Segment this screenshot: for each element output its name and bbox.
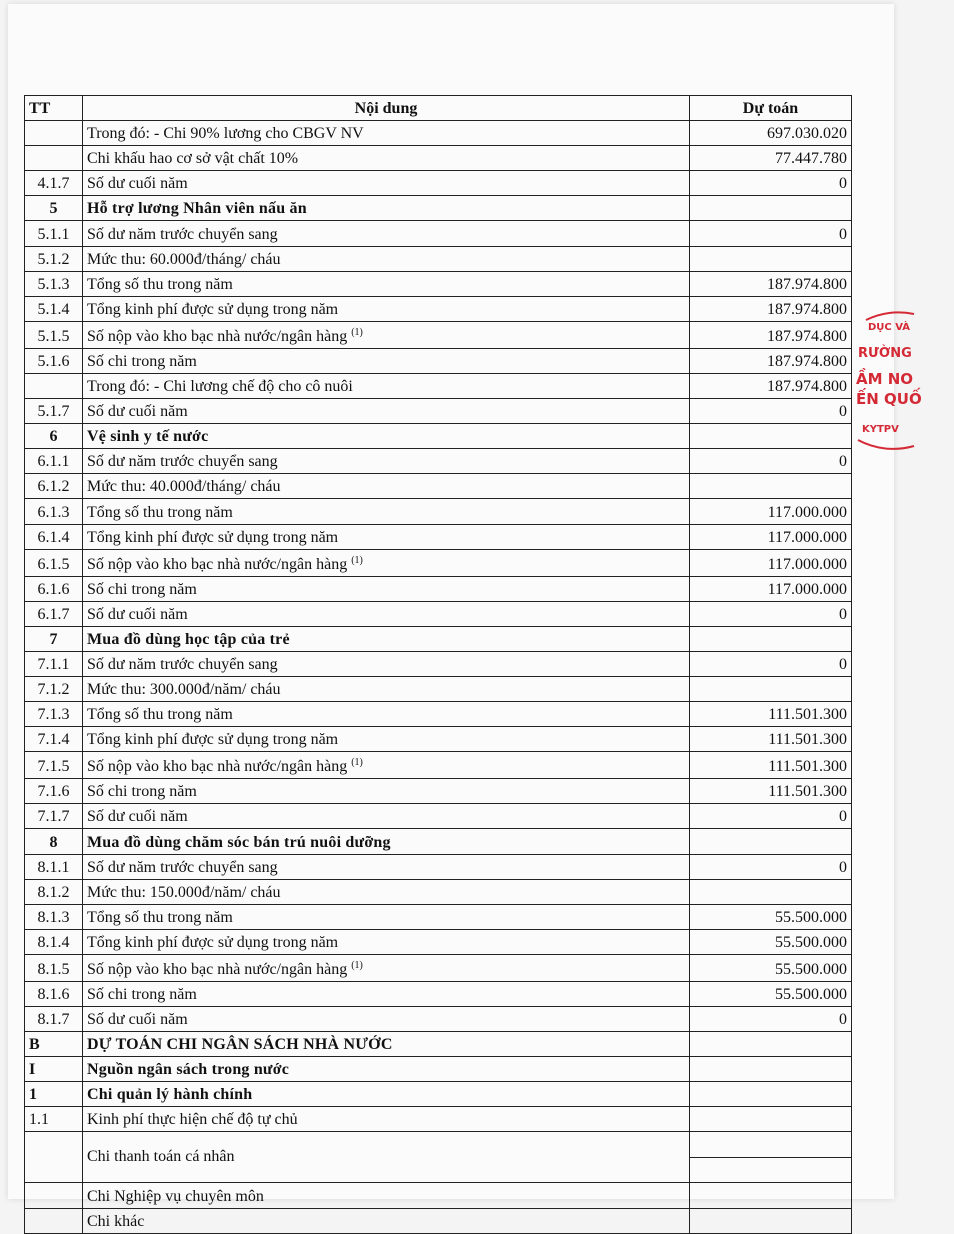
row-content-cell <box>83 221 690 246</box>
table-row <box>25 121 852 146</box>
row-value-cell: 0 <box>690 1007 852 1032</box>
row-tt-cell: 5.1.1 <box>25 221 83 246</box>
row-value-cell <box>690 1107 852 1132</box>
row-content-text: Tổng kinh phí được sử dụng trong năm <box>87 731 339 749</box>
row-tt-cell: 5.1.3 <box>25 271 83 296</box>
row-value-cell <box>690 829 852 854</box>
stamp-line-4: ẾN QUỐ <box>856 390 922 408</box>
row-content-text: Mua đồ dùng học tập của trẻ <box>87 630 290 648</box>
row-content-text: Tổng kinh phí được sử dụng trong năm <box>87 300 339 318</box>
table-row <box>25 271 852 296</box>
row-content-cell <box>83 651 690 676</box>
row-content-text: Vệ sinh y tế nước <box>87 428 209 446</box>
table-row <box>25 424 852 449</box>
footnote-marker: (1) <box>351 757 363 769</box>
row-content-cell <box>83 524 690 549</box>
row-content-text: Số chi trong năm <box>87 352 197 370</box>
row-value-cell: 117.000.000 <box>690 499 852 524</box>
row-content-cell <box>83 348 690 373</box>
table-row <box>25 221 852 246</box>
row-content-text: Mức thu: 60.000đ/tháng/ cháu <box>87 250 281 268</box>
row-value-cell: 187.974.800 <box>690 296 852 321</box>
row-content-cell <box>83 1132 690 1183</box>
row-content-text: Mức thu: 40.000đ/tháng/ cháu <box>87 478 281 496</box>
row-tt-cell: 8.1.3 <box>25 904 83 929</box>
table-row <box>25 1007 852 1032</box>
row-content-text: Số dư cuối năm <box>87 403 188 421</box>
table-row <box>25 449 852 474</box>
row-content-cell <box>83 399 690 424</box>
row-content-text: Số chi trong năm <box>87 783 197 801</box>
row-content-text: Số nộp vào kho bạc nhà nước/ngân hàng <box>87 960 348 978</box>
row-value-cell: 117.000.000 <box>690 524 852 549</box>
table-row <box>25 804 852 829</box>
row-content-cell <box>83 1208 690 1233</box>
row-value-cell: 187.974.800 <box>690 348 852 373</box>
table-row <box>25 854 852 879</box>
stamp-line-1: DỤC VÀ <box>868 322 911 333</box>
row-content-cell <box>83 576 690 601</box>
table-row <box>25 246 852 271</box>
table-row <box>25 904 852 929</box>
row-tt-cell: 8.1.2 <box>25 879 83 904</box>
row-tt-cell: 7.1.3 <box>25 702 83 727</box>
row-value-cell <box>690 196 852 221</box>
row-tt-cell: 6.1.7 <box>25 601 83 626</box>
row-content-cell <box>83 954 690 981</box>
row-content-cell <box>83 804 690 829</box>
row-content-cell <box>83 854 690 879</box>
table-row <box>25 676 852 701</box>
row-tt-cell: 7.1.2 <box>25 676 83 701</box>
row-content-cell <box>83 271 690 296</box>
row-value-cell: 111.501.300 <box>690 702 852 727</box>
footnote-marker: (1) <box>351 554 363 566</box>
row-content-text: Mức thu: 150.000đ/năm/ cháu <box>87 883 281 901</box>
table-row <box>25 1208 852 1233</box>
row-content-cell <box>83 981 690 1006</box>
row-content-cell <box>83 499 690 524</box>
row-tt-cell: 5.1.2 <box>25 246 83 271</box>
row-value-cell <box>690 474 852 499</box>
row-tt-cell: 6.1.2 <box>25 474 83 499</box>
row-content-cell <box>83 879 690 904</box>
row-value-cell: 55.500.000 <box>690 954 852 981</box>
row-content-cell <box>83 1183 690 1208</box>
row-content-text: Số nộp vào kho bạc nhà nước/ngân hàng <box>87 327 348 345</box>
row-value-cell: 117.000.000 <box>690 576 852 601</box>
row-content-cell <box>83 779 690 804</box>
row-tt-cell <box>25 146 83 171</box>
row-content-text: Tổng kinh phí được sử dụng trong năm <box>87 933 339 951</box>
row-value-cell: 111.501.300 <box>690 752 852 779</box>
table-header-row <box>25 96 852 121</box>
row-content-cell <box>83 373 690 398</box>
table-row <box>25 296 852 321</box>
row-content-cell <box>83 171 690 196</box>
table-row <box>25 1107 852 1132</box>
table-body <box>25 121 852 1233</box>
row-content-cell <box>83 1032 690 1057</box>
row-value-cell <box>690 246 852 271</box>
row-tt-cell: 5.1.7 <box>25 399 83 424</box>
row-tt-cell: 7 <box>25 626 83 651</box>
row-content-text: Chi khác <box>87 1212 145 1230</box>
row-tt-cell: 4.1.7 <box>25 171 83 196</box>
row-tt-cell: I <box>25 1057 83 1082</box>
row-value-cell: 0 <box>690 854 852 879</box>
row-tt-cell: 7.1.1 <box>25 651 83 676</box>
table-row <box>25 1132 852 1183</box>
row-content-cell <box>83 829 690 854</box>
table-row <box>25 348 852 373</box>
row-value-cell <box>690 1132 852 1183</box>
table-row <box>25 981 852 1006</box>
row-value-cell <box>690 1057 852 1082</box>
row-tt-cell <box>25 1132 83 1183</box>
row-content-text: Chi Nghiệp vụ chuyên môn <box>87 1187 264 1205</box>
row-value-cell: 0 <box>690 601 852 626</box>
row-value-cell: 111.501.300 <box>690 727 852 752</box>
row-content-cell <box>83 246 690 271</box>
row-content-text: Trong đó: - Chi 90% lương cho CBGV NV <box>87 125 364 143</box>
table-row <box>25 146 852 171</box>
stamp-line-3: ẦM NO <box>856 370 914 388</box>
row-tt-cell: 5.1.4 <box>25 296 83 321</box>
row-tt-cell: 1.1 <box>25 1107 83 1132</box>
table-row <box>25 399 852 424</box>
footnote-marker: (1) <box>351 326 363 338</box>
row-content-text: Số dư năm trước chuyển sang <box>87 858 278 876</box>
row-content-cell <box>83 626 690 651</box>
row-tt-cell: 8 <box>25 829 83 854</box>
row-content-text: Số dư năm trước chuyển sang <box>87 225 278 243</box>
row-content-text: Số chi trong năm <box>87 580 197 598</box>
row-content-text: Mua đồ dùng chăm sóc bán trú nuôi dưỡng <box>87 833 391 851</box>
row-value-cell: 187.974.800 <box>690 271 852 296</box>
row-tt-cell: 6.1.1 <box>25 449 83 474</box>
row-content-cell <box>83 929 690 954</box>
table-row <box>25 702 852 727</box>
row-tt-cell: 6.1.3 <box>25 499 83 524</box>
row-tt-cell: 5.1.6 <box>25 348 83 373</box>
row-tt-cell: B <box>25 1032 83 1057</box>
row-value-cell: 111.501.300 <box>690 779 852 804</box>
row-content-cell <box>83 727 690 752</box>
row-content-cell <box>83 752 690 779</box>
row-content-cell <box>83 1107 690 1132</box>
red-stamp-fragment <box>854 312 954 452</box>
table-row <box>25 524 852 549</box>
table-row <box>25 576 852 601</box>
row-content-text: Kinh phí thực hiện chế độ tự chủ <box>87 1111 298 1129</box>
row-content-text: Tổng số thu trong năm <box>87 908 233 926</box>
row-tt-cell: 8.1.7 <box>25 1007 83 1032</box>
table-row <box>25 1082 852 1107</box>
row-content-text: Trong đó: - Chi lương chế độ cho cô nuôi <box>87 378 353 396</box>
table-row <box>25 954 852 981</box>
table-row <box>25 321 852 348</box>
row-content-text: Mức thu: 300.000đ/năm/ cháu <box>87 681 281 699</box>
row-content-cell <box>83 121 690 146</box>
row-tt-cell: 7.1.7 <box>25 804 83 829</box>
row-content-text: Hỗ trợ lương Nhân viên nấu ăn <box>87 200 307 218</box>
row-value-cell: 0 <box>690 804 852 829</box>
row-content-text: Số chi trong năm <box>87 986 197 1003</box>
table-row <box>25 752 852 779</box>
row-tt-cell: 5.1.5 <box>25 321 83 348</box>
stamp-line-2: RƯỜNG <box>858 346 912 361</box>
row-tt-cell: 6 <box>25 424 83 449</box>
row-content-text: Số dư cuối năm <box>87 808 188 826</box>
row-value-cell: 117.000.000 <box>690 549 852 576</box>
row-content-text: Chi khấu hao cơ sở vật chất 10% <box>87 150 299 168</box>
row-tt-cell: 6.1.5 <box>25 549 83 576</box>
row-content-cell <box>83 549 690 576</box>
row-content-text: Tổng số thu trong năm <box>87 503 233 521</box>
row-content-text: Chi quản lý hành chính <box>87 1086 253 1104</box>
table-row <box>25 601 852 626</box>
row-content-text: Nguồn ngân sách trong nước <box>87 1061 290 1079</box>
row-tt-cell: 7.1.4 <box>25 727 83 752</box>
row-tt-cell <box>25 1183 83 1208</box>
row-value-cell: 55.500.000 <box>690 929 852 954</box>
row-content-cell <box>83 424 690 449</box>
row-content-cell <box>83 1082 690 1107</box>
row-content-cell <box>83 1007 690 1032</box>
row-content-text: Số nộp vào kho bạc nhà nước/ngân hàng <box>87 758 348 776</box>
row-content-cell <box>83 1057 690 1082</box>
row-tt-cell: 6.1.6 <box>25 576 83 601</box>
row-content-text: Số dư cuối năm <box>87 605 188 623</box>
row-value-cell <box>690 626 852 651</box>
row-content-text: DỰ TOÁN CHI NGÂN SÁCH NHÀ NƯỚC <box>87 1036 393 1054</box>
row-tt-cell: 8.1.1 <box>25 854 83 879</box>
row-value-cell: 55.500.000 <box>690 981 852 1006</box>
row-tt-cell: 8.1.6 <box>25 981 83 1006</box>
table-row <box>25 829 852 854</box>
row-content-cell <box>83 296 690 321</box>
value-cell-divider <box>690 1157 851 1158</box>
row-value-cell <box>690 1082 852 1107</box>
row-value-cell: 55.500.000 <box>690 904 852 929</box>
table-row <box>25 196 852 221</box>
row-tt-cell: 7.1.6 <box>25 779 83 804</box>
row-tt-cell <box>25 1208 83 1233</box>
row-value-cell <box>690 676 852 701</box>
row-content-text: Tổng kinh phí được sử dụng trong năm <box>87 528 339 546</box>
row-content-text: Số dư cuối năm <box>87 175 188 193</box>
row-content-cell <box>83 449 690 474</box>
row-value-cell <box>690 1208 852 1233</box>
table-row <box>25 1183 852 1208</box>
row-tt-cell <box>25 121 83 146</box>
header-tt: TT <box>25 96 83 121</box>
table-row <box>25 626 852 651</box>
row-tt-cell: 7.1.5 <box>25 752 83 779</box>
row-value-cell: 77.447.780 <box>690 146 852 171</box>
row-value-cell: 187.974.800 <box>690 321 852 348</box>
row-content-cell <box>83 146 690 171</box>
row-value-cell <box>690 879 852 904</box>
row-value-cell <box>690 1032 852 1057</box>
row-content-cell <box>83 702 690 727</box>
row-content-cell <box>83 321 690 348</box>
document-page <box>8 4 922 1230</box>
budget-table <box>24 95 852 1234</box>
row-value-cell: 0 <box>690 171 852 196</box>
row-content-cell <box>83 904 690 929</box>
table-row <box>25 779 852 804</box>
row-content-cell <box>83 196 690 221</box>
table-row <box>25 549 852 576</box>
row-content-text: Số nộp vào kho bạc nhà nước/ngân hàng <box>87 555 348 573</box>
row-value-cell: 697.030.020 <box>690 121 852 146</box>
table-row <box>25 651 852 676</box>
row-value-cell <box>690 1183 852 1208</box>
header-content: Nội dung <box>83 96 690 121</box>
table-row <box>25 373 852 398</box>
row-tt-cell: 8.1.5 <box>25 954 83 981</box>
table-row <box>25 929 852 954</box>
row-content-text: Tổng số thu trong năm <box>87 706 233 724</box>
row-tt-cell <box>25 373 83 398</box>
row-value-cell: 187.974.800 <box>690 373 852 398</box>
row-content-text: Tổng số thu trong năm <box>87 275 233 293</box>
row-value-cell: 0 <box>690 221 852 246</box>
footnote-marker: (1) <box>351 959 363 971</box>
row-value-cell: 0 <box>690 449 852 474</box>
row-content-text: Chi thanh toán cá nhân <box>87 1148 235 1166</box>
row-tt-cell: 5 <box>25 196 83 221</box>
row-content-cell <box>83 601 690 626</box>
row-content-cell <box>83 474 690 499</box>
row-content-text: Số dư năm trước chuyển sang <box>87 453 278 471</box>
row-value-cell <box>690 424 852 449</box>
header-value: Dự toán <box>690 96 852 121</box>
row-value-cell: 0 <box>690 651 852 676</box>
table-row <box>25 499 852 524</box>
stamp-line-5: KYTPV <box>862 424 899 435</box>
row-tt-cell: 1 <box>25 1082 83 1107</box>
row-value-cell: 0 <box>690 399 852 424</box>
row-content-cell <box>83 676 690 701</box>
table-row <box>25 727 852 752</box>
row-tt-cell: 8.1.4 <box>25 929 83 954</box>
row-tt-cell: 6.1.4 <box>25 524 83 549</box>
table-row <box>25 1057 852 1082</box>
table-row <box>25 171 852 196</box>
table-row <box>25 879 852 904</box>
table-row <box>25 474 852 499</box>
row-content-text: Số dư cuối năm <box>87 1011 188 1029</box>
table-row <box>25 1032 852 1057</box>
row-content-text: Số dư năm trước chuyển sang <box>87 655 278 673</box>
